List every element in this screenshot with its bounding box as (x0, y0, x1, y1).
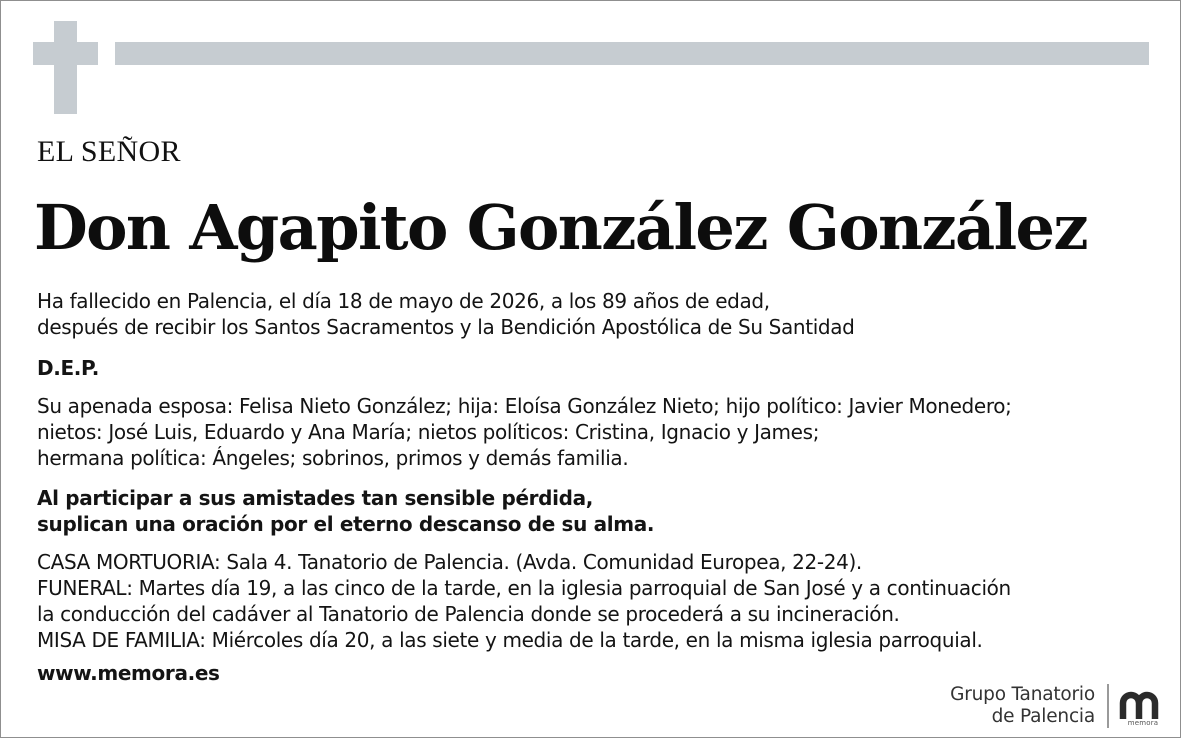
cross-icon-arm (33, 42, 98, 65)
prayer-line: Al participar a sus amistades tan sensible pérdida, (37, 486, 594, 510)
family-line: nietos: José Luis, Eduardo y Ana María; nietos políticos: Cristina, Ignacio y James; (37, 420, 820, 444)
header-bar (115, 42, 1149, 65)
family-line: Su apenada esposa: Felisa Nieto González; hija: Eloísa González Nieto; hijo político: Javier Monedero; (37, 394, 1012, 418)
website-link[interactable]: www.memora.es (37, 661, 220, 685)
logo-brand: memora (1127, 719, 1159, 727)
deceased-name: Don Agapito González González (34, 191, 1088, 264)
funeral-home-logo-text (950, 684, 1095, 728)
death-line: después de recibir los Santos Sacramentos y la Bendición Apostólica de Su Santidad (37, 315, 855, 339)
death-line: Ha fallecido en Palencia, el día 18 de mayo de 2026, a los 89 años de edad, (37, 289, 770, 313)
intro-title: EL SEÑOR (37, 135, 181, 168)
logo-line-2: de Palencia (991, 706, 1095, 727)
ceremony-line: la conducción del cadáver al Tanatorio de Palencia donde se procederá a su incineración. (37, 602, 900, 626)
dep-label: D.E.P. (37, 356, 99, 380)
cross-icon (54, 21, 77, 114)
logo-line-1: Grupo Tanatorio (950, 684, 1095, 705)
logo-divider (1107, 684, 1109, 728)
family-line: hermana política: Ángeles; sobrinos, primos y demás familia. (37, 446, 629, 470)
ceremony-line: CASA MORTUORIA: Sala 4. Tanatorio de Palencia. (Avda. Comunidad Europea, 22-24). (37, 550, 862, 574)
ceremony-line: FUNERAL: Martes día 19, a las cinco de la tarde, en la iglesia parroquial de San José y a continuación (37, 576, 1011, 600)
ceremony-line: MISA DE FAMILIA: Miércoles día 20, a las siete y media de la tarde, en la misma iglesia parroquial. (37, 628, 983, 652)
prayer-line: suplican una oración por el eterno descanso de su alma. (37, 512, 655, 536)
